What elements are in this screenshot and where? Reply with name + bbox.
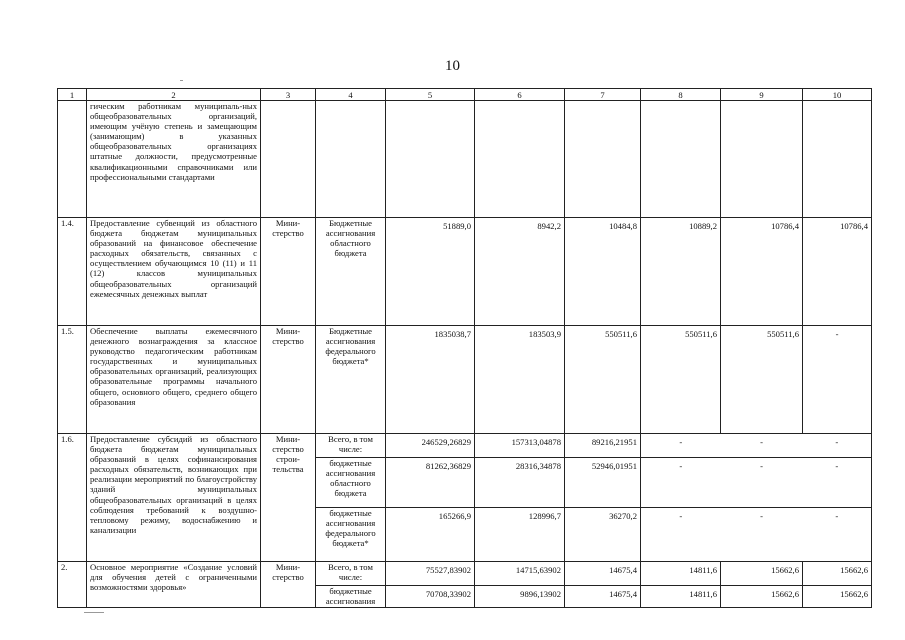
page-number: 10: [445, 58, 460, 74]
value-cell: 14715,63902: [475, 562, 565, 586]
value-cell: 14675,4: [565, 586, 641, 608]
row-description: Основное мероприятие «Создание условий для обучения детей с ограниченными возможностями здоровья»: [87, 562, 261, 608]
value-cell: 81262,36829: [386, 458, 475, 508]
row-source: Всего, в том числе:: [316, 434, 386, 458]
value-cell: [475, 101, 565, 218]
value-cell: 10786,4: [721, 218, 803, 326]
value-cell: 550511,6: [641, 326, 721, 434]
table-row: [58, 562, 872, 586]
row-executor: [261, 101, 316, 218]
value-cell: 157313,04878: [475, 434, 565, 458]
row-executor: Мини-стерство: [261, 326, 316, 434]
value-cell: 165266,9: [386, 508, 475, 562]
table-row: [58, 101, 872, 218]
value-cell: 15662,6: [721, 562, 803, 586]
value-cell: 550511,6: [565, 326, 641, 434]
value-cell: 28316,34878: [475, 458, 565, 508]
header-cell: 1: [58, 89, 87, 101]
row-executor: Мини-стерство: [261, 562, 316, 608]
value-cell: -: [803, 508, 872, 562]
scan-speck: [84, 612, 104, 613]
row-number: 1.4.: [58, 218, 87, 326]
value-cell: 10786,4: [803, 218, 872, 326]
value-cell: -: [803, 434, 872, 458]
value-cell: 14811,6: [641, 562, 721, 586]
table-row: [58, 434, 872, 458]
value-cell: 51889,0: [386, 218, 475, 326]
value-cell: -: [721, 434, 803, 458]
header-cell: 9: [721, 89, 803, 101]
row-source: [316, 101, 386, 218]
value-cell: 70708,33902: [386, 586, 475, 608]
value-cell: 14811,6: [641, 586, 721, 608]
value-cell: 10889,2: [641, 218, 721, 326]
value-cell: -: [803, 326, 872, 434]
value-cell: 14675,4: [565, 562, 641, 586]
value-cell: -: [641, 508, 721, 562]
table-row: [58, 218, 872, 326]
header-cell: 5: [386, 89, 475, 101]
value-cell: 15662,6: [803, 586, 872, 608]
row-source: Бюджетные ассигнования областного бюджета: [316, 218, 386, 326]
table-row: [58, 326, 872, 434]
header-cell: 4: [316, 89, 386, 101]
value-cell: 15662,6: [721, 586, 803, 608]
value-cell: -: [641, 458, 721, 508]
value-cell: [803, 101, 872, 218]
row-description: Обеспечение выплаты ежемесячного денежного вознаграждения за классное руководство педагогическим работникам государственных и муниципальных образовательных организаций, реализующих образовательные программы начального общего, основного общего, среднего общего образования: [87, 326, 261, 434]
header-cell: 6: [475, 89, 565, 101]
row-source: бюджетные ассигнования федерального бюджета*: [316, 508, 386, 562]
row-source: бюджетные ассигнования: [316, 586, 386, 608]
header-cell: 10: [803, 89, 872, 101]
row-executor: Мини-стерство: [261, 218, 316, 326]
header-cell: 3: [261, 89, 316, 101]
row-executor: Мини-стерство строи-тельства: [261, 434, 316, 562]
row-description: Предоставление субвенций из областного бюджета бюджетам муниципальных образований на финансовое обеспечение расходных обязательств, связанных с осуществлением обучающимся 10 (11) и 11 (12) классов муниципальных общеобразовательных организаций ежемесячных денежных выплат: [87, 218, 261, 326]
value-cell: -: [721, 458, 803, 508]
value-cell: 183503,9: [475, 326, 565, 434]
value-cell: [565, 101, 641, 218]
row-number: 2.: [58, 562, 87, 608]
header-cell: 7: [565, 89, 641, 101]
value-cell: 128996,7: [475, 508, 565, 562]
row-description: гическим работникам муниципаль-ных общеобразовательных организаций, имеющим учёную степень и замещающим (занимающим) в указанных общеобразовательных организациях штатные должности, предусмотренные квалификационными справочниками или профессиональными стандартами: [87, 101, 261, 218]
value-cell: 52946,01951: [565, 458, 641, 508]
value-cell: 8942,2: [475, 218, 565, 326]
value-cell: [641, 101, 721, 218]
value-cell: 9896,13902: [475, 586, 565, 608]
value-cell: 89216,21951: [565, 434, 641, 458]
row-number: 1.5.: [58, 326, 87, 434]
value-cell: 550511,6: [721, 326, 803, 434]
row-source: Всего, в том числе:: [316, 562, 386, 586]
value-cell: -: [641, 434, 721, 458]
value-cell: 75527,83902: [386, 562, 475, 586]
value-cell: 246529,26829: [386, 434, 475, 458]
budget-table: [57, 88, 872, 608]
value-cell: [386, 101, 475, 218]
header-cell: 8: [641, 89, 721, 101]
value-cell: -: [721, 508, 803, 562]
header-row: [58, 89, 872, 101]
header-cell: 2: [87, 89, 261, 101]
value-cell: 15662,6: [803, 562, 872, 586]
value-cell: 36270,2: [565, 508, 641, 562]
scan-speck: [180, 80, 183, 81]
value-cell: 10484,8: [565, 218, 641, 326]
value-cell: 1835038,7: [386, 326, 475, 434]
row-source: Бюджетные ассигнования федерального бюджета*: [316, 326, 386, 434]
value-cell: -: [803, 458, 872, 508]
row-description: Предоставление субсидий из областного бюджета бюджетам муниципальных образований в целях софинансирования расходных обязательств, возникающих при реализации мероприятий по благоустройству зданий муниципальных общеобразовательных организаций в целях соблюдения требований к воздушно-тепловому режиму, водоснабжению и канализации: [87, 434, 261, 562]
row-source: бюджетные ассигнования областного бюджета: [316, 458, 386, 508]
value-cell: [721, 101, 803, 218]
row-number: 1.6.: [58, 434, 87, 562]
row-number: [58, 101, 87, 218]
